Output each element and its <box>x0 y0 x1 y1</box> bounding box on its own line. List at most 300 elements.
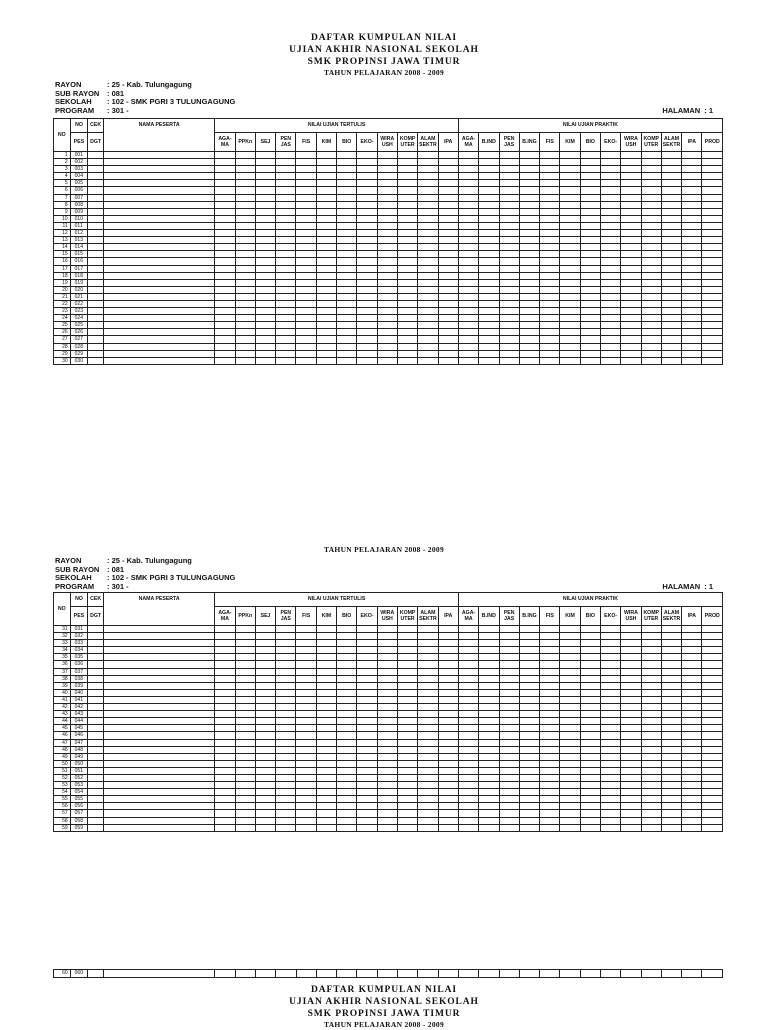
tertulis-score-cell[interactable] <box>316 647 336 654</box>
praktik-score-cell[interactable] <box>458 675 478 682</box>
tertulis-score-cell[interactable] <box>337 300 357 307</box>
praktik-score-cell[interactable] <box>641 682 661 689</box>
praktik-score-cell[interactable] <box>499 244 519 251</box>
praktik-score-cell[interactable] <box>580 689 600 696</box>
tertulis-score-cell[interactable] <box>438 265 458 272</box>
cek-dgt-cell[interactable] <box>88 767 104 774</box>
tertulis-score-cell[interactable] <box>296 803 316 810</box>
praktik-score-cell[interactable] <box>702 668 723 675</box>
tertulis-score-cell[interactable] <box>296 315 316 322</box>
tertulis-score-cell[interactable] <box>377 215 397 222</box>
tertulis-score-cell[interactable] <box>235 336 255 343</box>
praktik-score-cell[interactable] <box>479 187 499 194</box>
praktik-score-cell[interactable] <box>519 753 539 760</box>
tertulis-score-cell[interactable] <box>337 647 357 654</box>
praktik-score-cell[interactable] <box>641 711 661 718</box>
praktik-score-cell[interactable] <box>560 265 580 272</box>
tertulis-score-cell[interactable] <box>357 187 377 194</box>
tertulis-score-cell[interactable] <box>418 711 438 718</box>
praktik-score-cell[interactable] <box>682 152 702 159</box>
praktik-score-cell[interactable] <box>499 760 519 767</box>
praktik-score-cell[interactable] <box>479 265 499 272</box>
tertulis-score-cell[interactable] <box>397 817 417 824</box>
cek-dgt-cell[interactable] <box>88 194 104 201</box>
tertulis-score-cell[interactable] <box>377 201 397 208</box>
tertulis-score-cell[interactable] <box>215 166 235 173</box>
praktik-score-cell[interactable] <box>560 682 580 689</box>
praktik-score-cell[interactable] <box>519 308 539 315</box>
praktik-score-cell[interactable] <box>499 803 519 810</box>
praktik-score-cell[interactable] <box>540 201 560 208</box>
tertulis-score-cell[interactable] <box>276 774 296 781</box>
tertulis-score-cell[interactable] <box>296 774 316 781</box>
cek-dgt-cell[interactable] <box>88 647 104 654</box>
tertulis-score-cell[interactable] <box>418 237 438 244</box>
praktik-score-cell[interactable] <box>702 152 723 159</box>
praktik-score-cell[interactable] <box>540 633 560 640</box>
tertulis-score-cell[interactable] <box>276 251 296 258</box>
tertulis-score-cell[interactable] <box>438 675 458 682</box>
cek-dgt-cell[interactable] <box>88 803 104 810</box>
tertulis-score-cell[interactable] <box>357 732 377 739</box>
tertulis-score-cell[interactable] <box>397 682 417 689</box>
nama-peserta-cell[interactable] <box>103 159 214 166</box>
tertulis-score-cell[interactable] <box>296 732 316 739</box>
tertulis-score-cell[interactable] <box>255 746 275 753</box>
tertulis-score-cell[interactable] <box>296 230 316 237</box>
praktik-score-cell[interactable] <box>499 315 519 322</box>
praktik-score-cell[interactable] <box>560 704 580 711</box>
praktik-score-cell[interactable] <box>600 810 620 817</box>
praktik-score-cell[interactable] <box>661 654 681 661</box>
tertulis-score-cell[interactable] <box>418 774 438 781</box>
tertulis-score-cell[interactable] <box>438 732 458 739</box>
tertulis-score-cell[interactable] <box>418 272 438 279</box>
nama-peserta-cell[interactable] <box>103 626 214 633</box>
praktik-score-cell[interactable] <box>519 187 539 194</box>
praktik-score-cell[interactable] <box>580 732 600 739</box>
tertulis-score-cell[interactable] <box>397 746 417 753</box>
praktik-score-cell[interactable] <box>560 661 580 668</box>
praktik-score-cell[interactable] <box>519 322 539 329</box>
tertulis-score-cell[interactable] <box>255 682 275 689</box>
praktik-score-cell[interactable] <box>458 258 478 265</box>
tertulis-score-cell[interactable] <box>438 824 458 831</box>
praktik-score-cell[interactable] <box>682 789 702 796</box>
praktik-score-cell[interactable] <box>519 675 539 682</box>
praktik-score-cell[interactable] <box>600 647 620 654</box>
tertulis-score-cell[interactable] <box>397 789 417 796</box>
praktik-score-cell[interactable] <box>682 315 702 322</box>
praktik-score-cell[interactable] <box>702 774 723 781</box>
tertulis-score-cell[interactable] <box>418 696 438 703</box>
tertulis-score-cell[interactable] <box>337 668 357 675</box>
praktik-score-cell[interactable] <box>682 760 702 767</box>
nama-peserta-cell[interactable] <box>103 753 214 760</box>
praktik-score-cell[interactable] <box>458 767 478 774</box>
praktik-score-cell[interactable] <box>519 661 539 668</box>
tertulis-score-cell[interactable] <box>357 725 377 732</box>
tertulis-score-cell[interactable] <box>316 322 336 329</box>
tertulis-score-cell[interactable] <box>296 654 316 661</box>
praktik-score-cell[interactable] <box>458 647 478 654</box>
praktik-score-cell[interactable] <box>702 732 723 739</box>
tertulis-score-cell[interactable] <box>357 201 377 208</box>
tertulis-score-cell[interactable] <box>255 180 275 187</box>
cek-dgt-cell[interactable] <box>88 633 104 640</box>
tertulis-score-cell[interactable] <box>276 230 296 237</box>
praktik-score-cell[interactable] <box>540 647 560 654</box>
praktik-score-cell[interactable] <box>702 817 723 824</box>
tertulis-score-cell[interactable] <box>438 718 458 725</box>
praktik-score-cell[interactable] <box>641 675 661 682</box>
tertulis-score-cell[interactable] <box>377 711 397 718</box>
praktik-score-cell[interactable] <box>600 343 620 350</box>
tertulis-score-cell[interactable] <box>377 251 397 258</box>
tertulis-score-cell[interactable] <box>357 970 377 978</box>
tertulis-score-cell[interactable] <box>397 810 417 817</box>
praktik-score-cell[interactable] <box>621 753 641 760</box>
tertulis-score-cell[interactable] <box>276 675 296 682</box>
praktik-score-cell[interactable] <box>641 222 661 229</box>
praktik-score-cell[interactable] <box>600 286 620 293</box>
praktik-score-cell[interactable] <box>499 682 519 689</box>
praktik-score-cell[interactable] <box>682 689 702 696</box>
praktik-score-cell[interactable] <box>560 774 580 781</box>
tertulis-score-cell[interactable] <box>276 265 296 272</box>
cek-dgt-cell[interactable] <box>88 682 104 689</box>
praktik-score-cell[interactable] <box>621 215 641 222</box>
praktik-score-cell[interactable] <box>458 237 478 244</box>
tertulis-score-cell[interactable] <box>357 803 377 810</box>
praktik-score-cell[interactable] <box>702 244 723 251</box>
tertulis-score-cell[interactable] <box>296 279 316 286</box>
tertulis-score-cell[interactable] <box>276 336 296 343</box>
praktik-score-cell[interactable] <box>600 640 620 647</box>
praktik-score-cell[interactable] <box>580 272 600 279</box>
praktik-score-cell[interactable] <box>641 293 661 300</box>
praktik-score-cell[interactable] <box>621 817 641 824</box>
praktik-score-cell[interactable] <box>499 718 519 725</box>
praktik-score-cell[interactable] <box>682 308 702 315</box>
praktik-score-cell[interactable] <box>560 626 580 633</box>
praktik-score-cell[interactable] <box>519 647 539 654</box>
tertulis-score-cell[interactable] <box>235 244 255 251</box>
tertulis-score-cell[interactable] <box>337 661 357 668</box>
tertulis-score-cell[interactable] <box>418 201 438 208</box>
nama-peserta-cell[interactable] <box>103 718 214 725</box>
praktik-score-cell[interactable] <box>458 187 478 194</box>
praktik-score-cell[interactable] <box>702 789 723 796</box>
praktik-score-cell[interactable] <box>560 208 580 215</box>
praktik-score-cell[interactable] <box>600 746 620 753</box>
praktik-score-cell[interactable] <box>661 626 681 633</box>
tertulis-score-cell[interactable] <box>418 817 438 824</box>
praktik-score-cell[interactable] <box>621 194 641 201</box>
praktik-score-cell[interactable] <box>458 336 478 343</box>
praktik-score-cell[interactable] <box>682 753 702 760</box>
tertulis-score-cell[interactable] <box>357 796 377 803</box>
tertulis-score-cell[interactable] <box>316 803 336 810</box>
praktik-score-cell[interactable] <box>661 272 681 279</box>
tertulis-score-cell[interactable] <box>418 279 438 286</box>
tertulis-score-cell[interactable] <box>357 350 377 357</box>
tertulis-score-cell[interactable] <box>377 265 397 272</box>
praktik-score-cell[interactable] <box>458 208 478 215</box>
praktik-score-cell[interactable] <box>641 343 661 350</box>
tertulis-score-cell[interactable] <box>377 343 397 350</box>
tertulis-score-cell[interactable] <box>276 810 296 817</box>
praktik-score-cell[interactable] <box>661 817 681 824</box>
praktik-score-cell[interactable] <box>499 640 519 647</box>
tertulis-score-cell[interactable] <box>377 696 397 703</box>
praktik-score-cell[interactable] <box>661 810 681 817</box>
tertulis-score-cell[interactable] <box>215 739 235 746</box>
cek-dgt-cell[interactable] <box>88 230 104 237</box>
praktik-score-cell[interactable] <box>580 633 600 640</box>
praktik-score-cell[interactable] <box>661 215 681 222</box>
tertulis-score-cell[interactable] <box>276 201 296 208</box>
tertulis-score-cell[interactable] <box>337 732 357 739</box>
nama-peserta-cell[interactable] <box>103 343 214 350</box>
praktik-score-cell[interactable] <box>600 350 620 357</box>
praktik-score-cell[interactable] <box>580 208 600 215</box>
tertulis-score-cell[interactable] <box>357 753 377 760</box>
tertulis-score-cell[interactable] <box>397 286 417 293</box>
praktik-score-cell[interactable] <box>621 251 641 258</box>
praktik-score-cell[interactable] <box>682 675 702 682</box>
praktik-score-cell[interactable] <box>540 222 560 229</box>
tertulis-score-cell[interactable] <box>296 308 316 315</box>
praktik-score-cell[interactable] <box>499 208 519 215</box>
tertulis-score-cell[interactable] <box>357 704 377 711</box>
tertulis-score-cell[interactable] <box>377 293 397 300</box>
praktik-score-cell[interactable] <box>479 696 499 703</box>
praktik-score-cell[interactable] <box>479 725 499 732</box>
cek-dgt-cell[interactable] <box>88 696 104 703</box>
praktik-score-cell[interactable] <box>499 824 519 831</box>
tertulis-score-cell[interactable] <box>255 774 275 781</box>
tertulis-score-cell[interactable] <box>255 336 275 343</box>
praktik-score-cell[interactable] <box>600 789 620 796</box>
tertulis-score-cell[interactable] <box>215 357 235 364</box>
praktik-score-cell[interactable] <box>458 633 478 640</box>
praktik-score-cell[interactable] <box>458 824 478 831</box>
nama-peserta-cell[interactable] <box>103 237 214 244</box>
tertulis-score-cell[interactable] <box>438 343 458 350</box>
tertulis-score-cell[interactable] <box>235 824 255 831</box>
praktik-score-cell[interactable] <box>499 308 519 315</box>
praktik-score-cell[interactable] <box>661 782 681 789</box>
praktik-score-cell[interactable] <box>641 159 661 166</box>
tertulis-score-cell[interactable] <box>418 682 438 689</box>
tertulis-score-cell[interactable] <box>316 682 336 689</box>
tertulis-score-cell[interactable] <box>418 215 438 222</box>
tertulis-score-cell[interactable] <box>255 647 275 654</box>
tertulis-score-cell[interactable] <box>215 308 235 315</box>
praktik-score-cell[interactable] <box>499 725 519 732</box>
nama-peserta-cell[interactable] <box>103 201 214 208</box>
praktik-score-cell[interactable] <box>621 315 641 322</box>
praktik-score-cell[interactable] <box>702 689 723 696</box>
praktik-score-cell[interactable] <box>499 173 519 180</box>
praktik-score-cell[interactable] <box>479 300 499 307</box>
tertulis-score-cell[interactable] <box>357 251 377 258</box>
tertulis-score-cell[interactable] <box>438 315 458 322</box>
praktik-score-cell[interactable] <box>682 215 702 222</box>
tertulis-score-cell[interactable] <box>296 789 316 796</box>
tertulis-score-cell[interactable] <box>235 286 255 293</box>
tertulis-score-cell[interactable] <box>235 668 255 675</box>
tertulis-score-cell[interactable] <box>377 300 397 307</box>
praktik-score-cell[interactable] <box>499 732 519 739</box>
tertulis-score-cell[interactable] <box>276 215 296 222</box>
tertulis-score-cell[interactable] <box>235 215 255 222</box>
tertulis-score-cell[interactable] <box>377 237 397 244</box>
praktik-score-cell[interactable] <box>479 230 499 237</box>
tertulis-score-cell[interactable] <box>438 201 458 208</box>
nama-peserta-cell[interactable] <box>103 152 214 159</box>
praktik-score-cell[interactable] <box>600 357 620 364</box>
praktik-score-cell[interactable] <box>621 732 641 739</box>
tertulis-score-cell[interactable] <box>438 760 458 767</box>
praktik-score-cell[interactable] <box>540 244 560 251</box>
tertulis-score-cell[interactable] <box>397 689 417 696</box>
nama-peserta-cell[interactable] <box>103 286 214 293</box>
tertulis-score-cell[interactable] <box>296 286 316 293</box>
tertulis-score-cell[interactable] <box>397 753 417 760</box>
praktik-score-cell[interactable] <box>479 970 499 978</box>
tertulis-score-cell[interactable] <box>357 308 377 315</box>
praktik-score-cell[interactable] <box>560 803 580 810</box>
praktik-score-cell[interactable] <box>540 711 560 718</box>
nama-peserta-cell[interactable] <box>103 817 214 824</box>
tertulis-score-cell[interactable] <box>337 746 357 753</box>
tertulis-score-cell[interactable] <box>337 725 357 732</box>
praktik-score-cell[interactable] <box>458 357 478 364</box>
tertulis-score-cell[interactable] <box>438 329 458 336</box>
tertulis-score-cell[interactable] <box>276 173 296 180</box>
tertulis-score-cell[interactable] <box>316 782 336 789</box>
praktik-score-cell[interactable] <box>499 152 519 159</box>
praktik-score-cell[interactable] <box>540 824 560 831</box>
tertulis-score-cell[interactable] <box>276 682 296 689</box>
praktik-score-cell[interactable] <box>661 237 681 244</box>
praktik-score-cell[interactable] <box>621 258 641 265</box>
praktik-score-cell[interactable] <box>540 803 560 810</box>
praktik-score-cell[interactable] <box>519 222 539 229</box>
praktik-score-cell[interactable] <box>519 796 539 803</box>
tertulis-score-cell[interactable] <box>215 675 235 682</box>
cek-dgt-cell[interactable] <box>88 970 104 978</box>
tertulis-score-cell[interactable] <box>418 654 438 661</box>
praktik-score-cell[interactable] <box>499 215 519 222</box>
tertulis-score-cell[interactable] <box>235 159 255 166</box>
tertulis-score-cell[interactable] <box>255 300 275 307</box>
tertulis-score-cell[interactable] <box>215 350 235 357</box>
praktik-score-cell[interactable] <box>540 336 560 343</box>
cek-dgt-cell[interactable] <box>88 152 104 159</box>
tertulis-score-cell[interactable] <box>418 230 438 237</box>
praktik-score-cell[interactable] <box>479 661 499 668</box>
nama-peserta-cell[interactable] <box>103 654 214 661</box>
praktik-score-cell[interactable] <box>479 237 499 244</box>
praktik-score-cell[interactable] <box>641 180 661 187</box>
tertulis-score-cell[interactable] <box>397 322 417 329</box>
praktik-score-cell[interactable] <box>458 760 478 767</box>
tertulis-score-cell[interactable] <box>296 696 316 703</box>
tertulis-score-cell[interactable] <box>418 675 438 682</box>
tertulis-score-cell[interactable] <box>316 244 336 251</box>
tertulis-score-cell[interactable] <box>276 725 296 732</box>
praktik-score-cell[interactable] <box>519 194 539 201</box>
praktik-score-cell[interactable] <box>641 817 661 824</box>
praktik-score-cell[interactable] <box>641 237 661 244</box>
tertulis-score-cell[interactable] <box>235 201 255 208</box>
praktik-score-cell[interactable] <box>560 970 580 978</box>
tertulis-score-cell[interactable] <box>276 308 296 315</box>
praktik-score-cell[interactable] <box>682 279 702 286</box>
cek-dgt-cell[interactable] <box>88 159 104 166</box>
tertulis-score-cell[interactable] <box>357 265 377 272</box>
nama-peserta-cell[interactable] <box>103 187 214 194</box>
praktik-score-cell[interactable] <box>661 725 681 732</box>
praktik-score-cell[interactable] <box>661 689 681 696</box>
tertulis-score-cell[interactable] <box>235 222 255 229</box>
tertulis-score-cell[interactable] <box>418 767 438 774</box>
tertulis-score-cell[interactable] <box>397 824 417 831</box>
tertulis-score-cell[interactable] <box>316 173 336 180</box>
praktik-score-cell[interactable] <box>621 272 641 279</box>
tertulis-score-cell[interactable] <box>296 293 316 300</box>
praktik-score-cell[interactable] <box>702 336 723 343</box>
tertulis-score-cell[interactable] <box>438 293 458 300</box>
tertulis-score-cell[interactable] <box>215 661 235 668</box>
tertulis-score-cell[interactable] <box>235 654 255 661</box>
praktik-score-cell[interactable] <box>519 350 539 357</box>
tertulis-score-cell[interactable] <box>418 180 438 187</box>
praktik-score-cell[interactable] <box>641 329 661 336</box>
praktik-score-cell[interactable] <box>499 300 519 307</box>
praktik-score-cell[interactable] <box>682 230 702 237</box>
tertulis-score-cell[interactable] <box>377 689 397 696</box>
praktik-score-cell[interactable] <box>560 675 580 682</box>
tertulis-score-cell[interactable] <box>215 767 235 774</box>
tertulis-score-cell[interactable] <box>255 796 275 803</box>
praktik-score-cell[interactable] <box>580 357 600 364</box>
praktik-score-cell[interactable] <box>641 173 661 180</box>
tertulis-score-cell[interactable] <box>316 704 336 711</box>
tertulis-score-cell[interactable] <box>316 343 336 350</box>
praktik-score-cell[interactable] <box>580 682 600 689</box>
praktik-score-cell[interactable] <box>519 760 539 767</box>
praktik-score-cell[interactable] <box>560 251 580 258</box>
tertulis-score-cell[interactable] <box>316 774 336 781</box>
praktik-score-cell[interactable] <box>458 782 478 789</box>
praktik-score-cell[interactable] <box>580 350 600 357</box>
tertulis-score-cell[interactable] <box>377 824 397 831</box>
praktik-score-cell[interactable] <box>661 767 681 774</box>
tertulis-score-cell[interactable] <box>296 647 316 654</box>
praktik-score-cell[interactable] <box>458 308 478 315</box>
tertulis-score-cell[interactable] <box>316 251 336 258</box>
praktik-score-cell[interactable] <box>661 152 681 159</box>
praktik-score-cell[interactable] <box>702 760 723 767</box>
praktik-score-cell[interactable] <box>580 696 600 703</box>
praktik-score-cell[interactable] <box>580 336 600 343</box>
tertulis-score-cell[interactable] <box>255 166 275 173</box>
praktik-score-cell[interactable] <box>641 152 661 159</box>
